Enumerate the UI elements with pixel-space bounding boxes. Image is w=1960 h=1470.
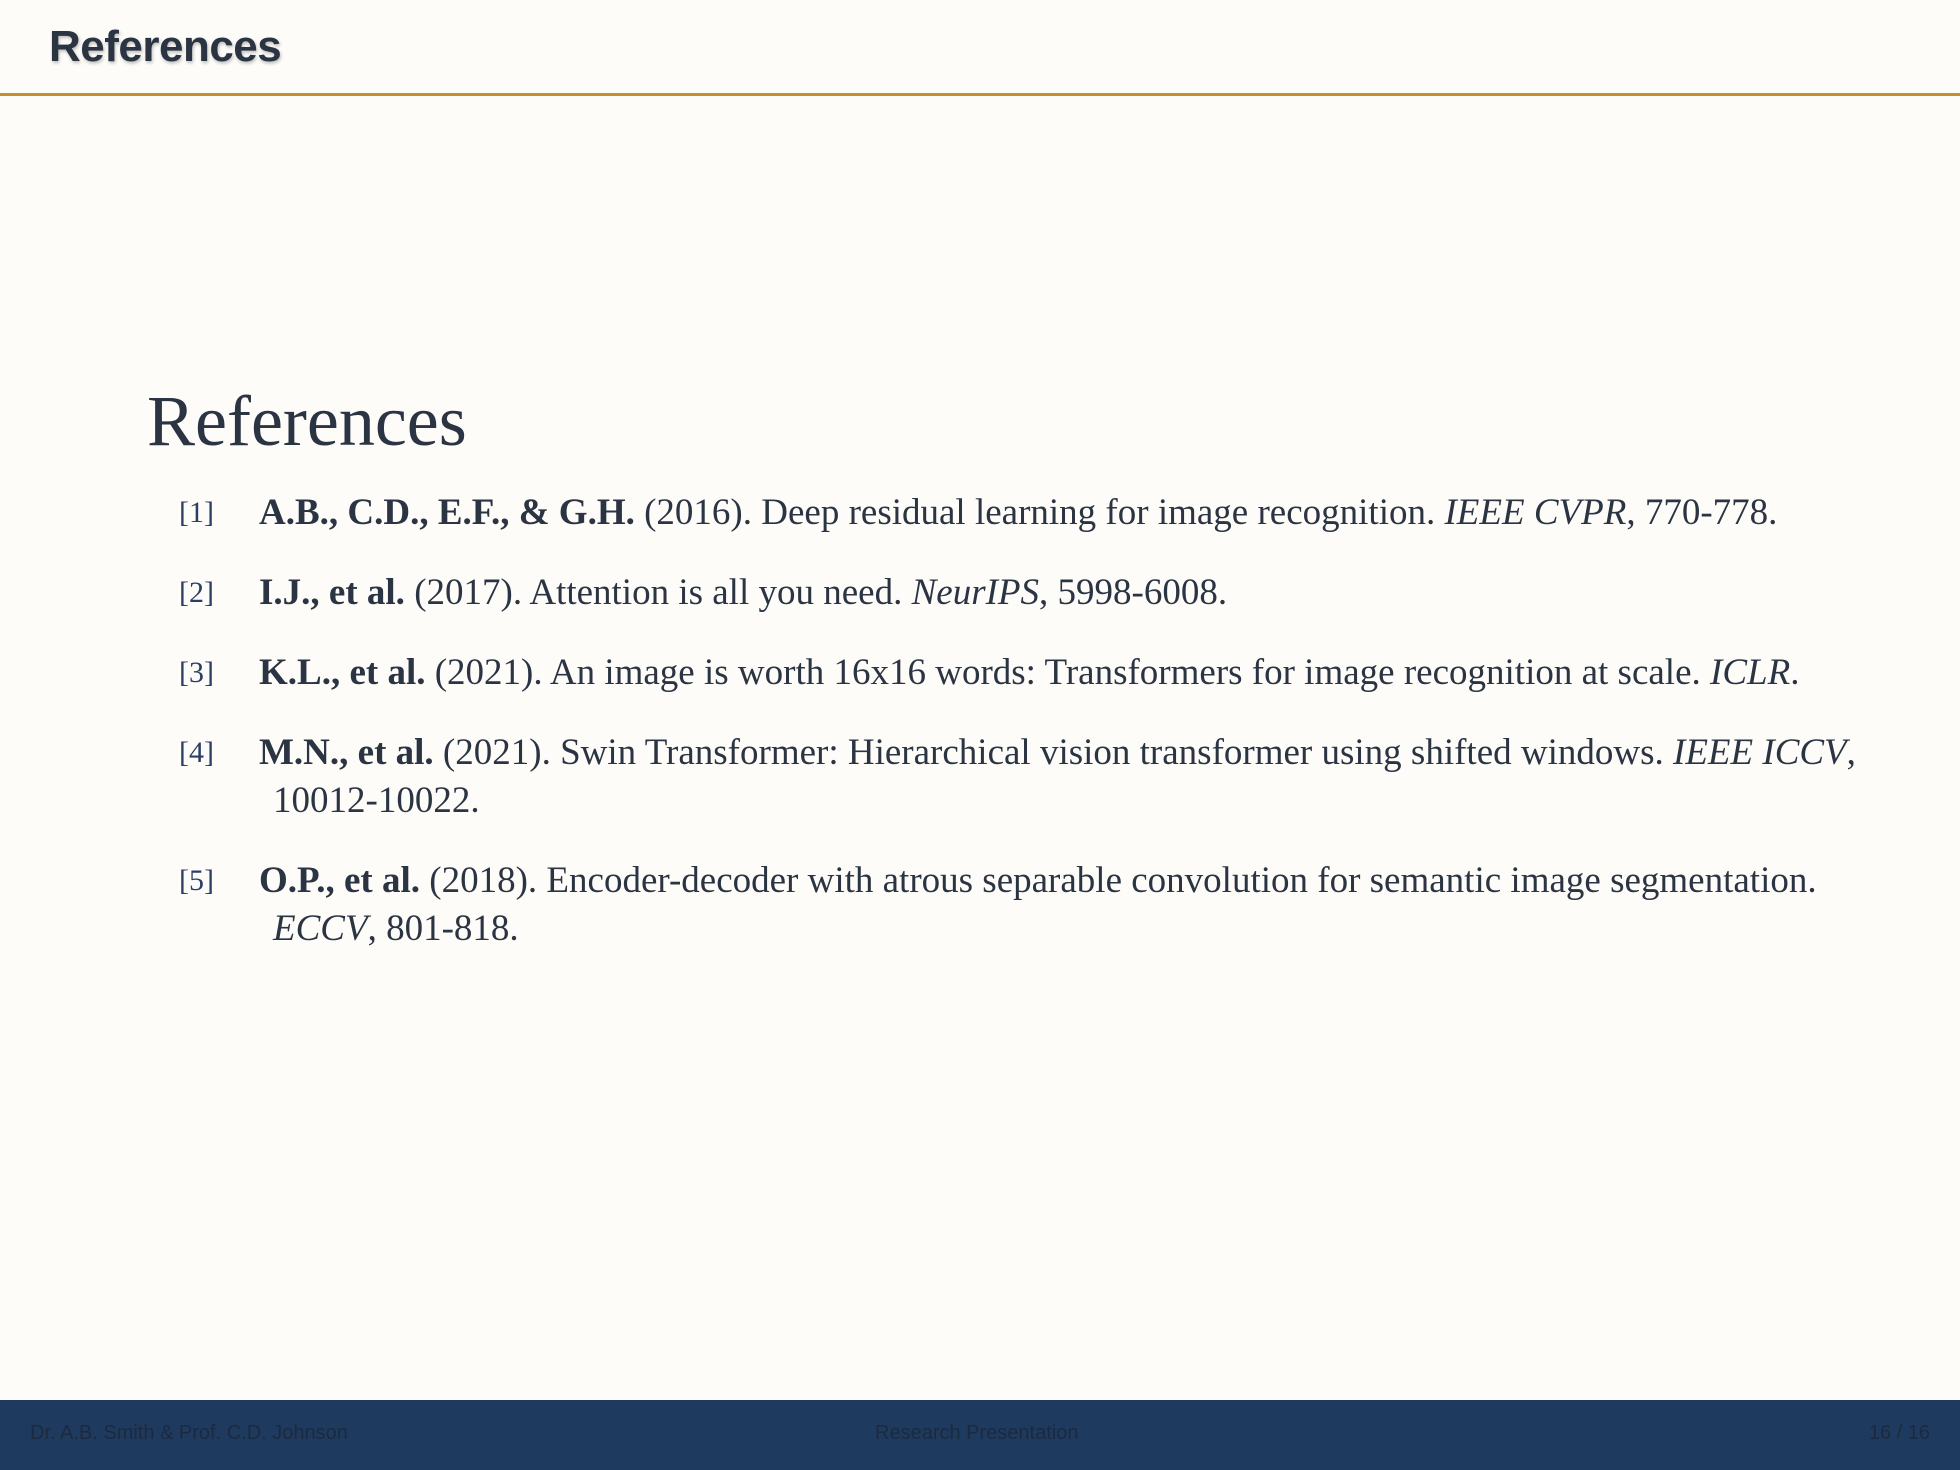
footer-authors: Dr. A.B. Smith & Prof. C.D. Johnson xyxy=(30,1422,348,1444)
reference-authors: A.B., C.D., E.F., & G.H. xyxy=(259,491,635,533)
reference-number: [5] xyxy=(179,863,214,897)
reference-pages: , 5998-6008. xyxy=(1039,571,1228,613)
reference-text xyxy=(259,569,1879,617)
reference-year: (2017). xyxy=(414,571,523,613)
reference-pages: , 801-818. xyxy=(367,907,519,949)
reference-item xyxy=(147,569,1879,617)
section-title: References xyxy=(147,381,467,461)
reference-number: [2] xyxy=(179,575,214,609)
reference-number: [1] xyxy=(179,495,214,529)
reference-pages: , 10012-10022. xyxy=(273,731,1856,821)
reference-pages: . xyxy=(1790,651,1800,693)
reference-venue: ECCV xyxy=(273,907,368,949)
reference-authors: I.J., et al. xyxy=(259,571,405,613)
reference-number: [4] xyxy=(179,735,214,769)
slide-footer xyxy=(0,1400,1960,1470)
reference-title: Encoder-decoder with atrous separable convolution for semantic image segmentation. xyxy=(546,859,1817,901)
slide-content xyxy=(147,380,1856,985)
reference-list xyxy=(147,489,1856,953)
footer-page-number: 16 / 16 xyxy=(1868,1422,1930,1444)
reference-authors: K.L., et al. xyxy=(259,651,426,693)
reference-item xyxy=(147,857,1879,953)
reference-title: Swin Transformer: Hierarchical vision transformer using shifted windows. xyxy=(560,731,1664,773)
reference-year: (2021). xyxy=(434,651,543,693)
reference-authors: O.P., et al. xyxy=(259,859,421,901)
reference-year: (2016). xyxy=(644,491,753,533)
reference-text xyxy=(259,729,1879,825)
reference-venue: IEEE CVPR xyxy=(1444,491,1627,533)
reference-authors: M.N., et al. xyxy=(259,731,434,773)
header-title: References xyxy=(49,22,282,71)
reference-pages: , 770-778. xyxy=(1626,491,1778,533)
reference-year: (2021). xyxy=(442,731,551,773)
reference-title: Attention is all you need. xyxy=(529,571,903,613)
reference-title: An image is worth 16x16 words: Transformers for image recognition at scale. xyxy=(549,651,1701,693)
reference-venue: IEEE ICCV xyxy=(1673,731,1847,773)
reference-text xyxy=(259,489,1879,537)
reference-item xyxy=(147,489,1879,537)
slide-header xyxy=(0,0,1960,96)
reference-text xyxy=(259,649,1879,697)
reference-text xyxy=(259,857,1879,953)
reference-number: [3] xyxy=(179,655,214,689)
reference-item xyxy=(147,649,1879,697)
reference-venue: ICLR xyxy=(1710,651,1791,693)
reference-title: Deep residual learning for image recognition. xyxy=(761,491,1436,533)
reference-venue: NeurIPS xyxy=(911,571,1040,613)
footer-title: Research Presentation xyxy=(875,1422,1079,1444)
reference-year: (2018). xyxy=(429,859,538,901)
reference-item xyxy=(147,729,1879,825)
